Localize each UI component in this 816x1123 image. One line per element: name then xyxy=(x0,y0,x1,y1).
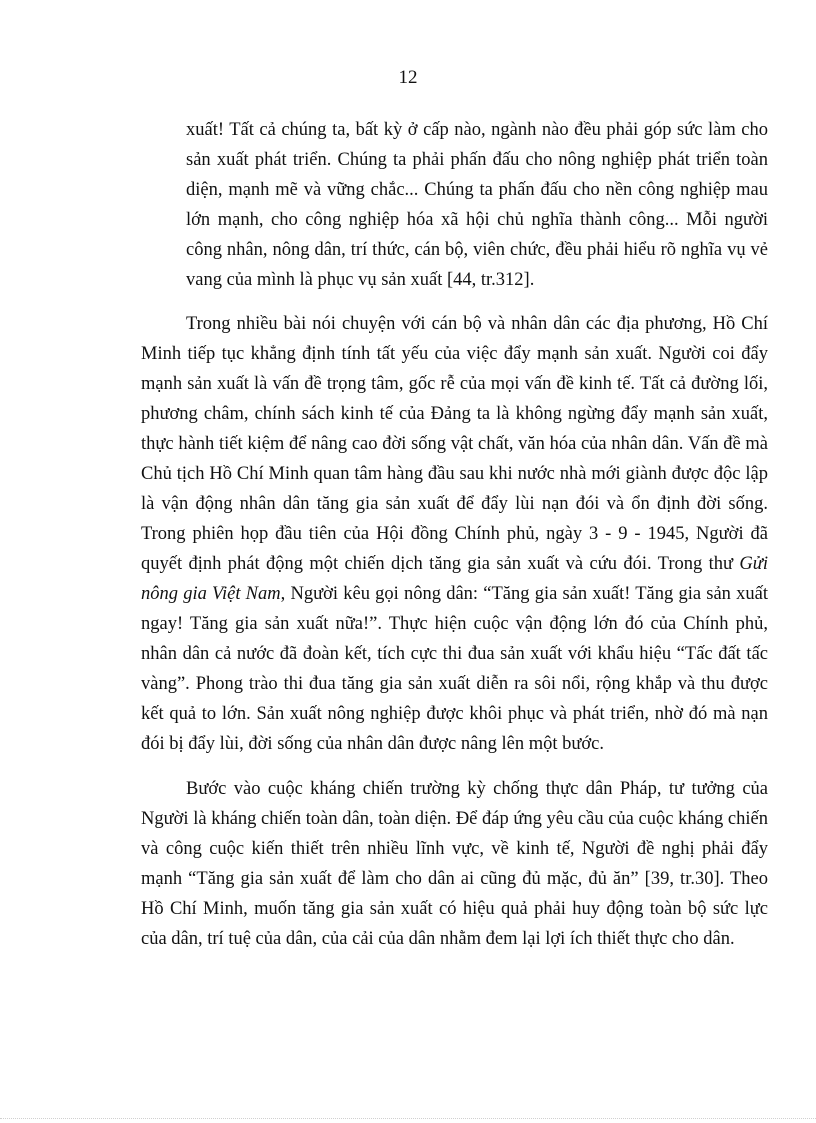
paragraph-2: Bước vào cuộc kháng chiến trường kỳ chống thực dân Pháp, tư tưởng của Người là kháng chiến toàn dân, toàn diện. Để đáp ứng yêu cầu của cuộc kháng chiến và công cuộc kiến thiết trên nhiều lĩnh vực, về kinh tế, Người đề nghị phải đẩy mạnh “Tăng gia sản xuất để làm cho dân ai cũng đủ mặc, đủ ăn” [39, tr.30]. Theo Hồ Chí Minh, muốn tăng gia sản xuất có hiệu quả phải huy động toàn bộ sức lực của dân, trí tuệ của dân, của cải của dân nhằm đem lại lợi ích thiết thực cho dân. xyxy=(141,779,768,949)
italic-title: Gửi nông gia Việt Nam xyxy=(141,554,768,604)
paragraph-1-text-start: Trong nhiều bài nói chuyện với cán bộ và nhân dân các địa phương, Hồ Chí Minh tiếp tục khẳng định tính tất yếu của việc đẩy mạnh sản xuất. Người coi đẩy mạnh sản xuất là vấn đề trọng tâm, gốc rễ của mọi vấn đề kinh tế. Tất cả đường lối, phương châm, chính sách kinh tế của Đảng ta là không ngừng đẩy mạnh sản xuất, thực hành tiết kiệm để nâng cao đời sống vật chất, văn hóa của nhân dân. Vấn đề mà Chủ tịch Hồ Chí Minh quan tâm hàng đầu sau khi nước nhà mới giành được độc lập là vận động nhân dân tăng gia sản xuất để đẩy lùi nạn đói và ổn định đời sống. Trong phiên họp đầu tiên của Hội đồng Chính phủ, ngày 3 - 9 - 1945, Người đã quyết định phát động một chiến dịch tăng gia sản xuất và cứu đói. Trong thư xyxy=(141,314,768,574)
page-number: 12 xyxy=(398,67,418,88)
quote-block: xuất! Tất cả chúng ta, bất kỳ ở cấp nào, ngành nào đều phải góp sức làm cho sản xuất phát triển. Chúng ta phải phấn đấu cho nông nghiệp phát triển toàn diện, mạnh mẽ và vững chắc... Chúng ta phấn đấu cho nền công nghiệp mau lớn mạnh, cho công nghiệp hóa xã hội chủ nghĩa thành công... Mỗi người công nhân, nông dân, trí thức, cán bộ, viên chức, đều phải hiểu rõ nghĩa vụ vẻ vang của mình là phục vụ sản xuất [44, tr.312]. xyxy=(186,120,768,290)
paragraph-1 xyxy=(141,309,768,759)
paragraph-1-text-end: , Người kêu gọi nông dân: “Tăng gia sản xuất! Tăng gia sản xuất ngay! Tăng gia sản xuất nữa!”. Thực hiện cuộc vận động lớn đó của Chính phủ, nhân dân cả nước đã đoàn kết, tích cực thi đua sản xuất với khẩu hiệu “Tấc đất tấc vàng”. Phong trào thi đua tăng gia sản xuất diễn ra sôi nổi, rộng khắp và thu được kết quả to lớn. Sản xuất nông nghiệp được khôi phục và phát triển, nhờ đó mà nạn đói bị đẩy lùi, đời sống của nhân dân được nâng lên một bước. xyxy=(141,584,768,754)
document-body xyxy=(141,115,768,969)
page-bottom-divider xyxy=(0,1118,816,1119)
